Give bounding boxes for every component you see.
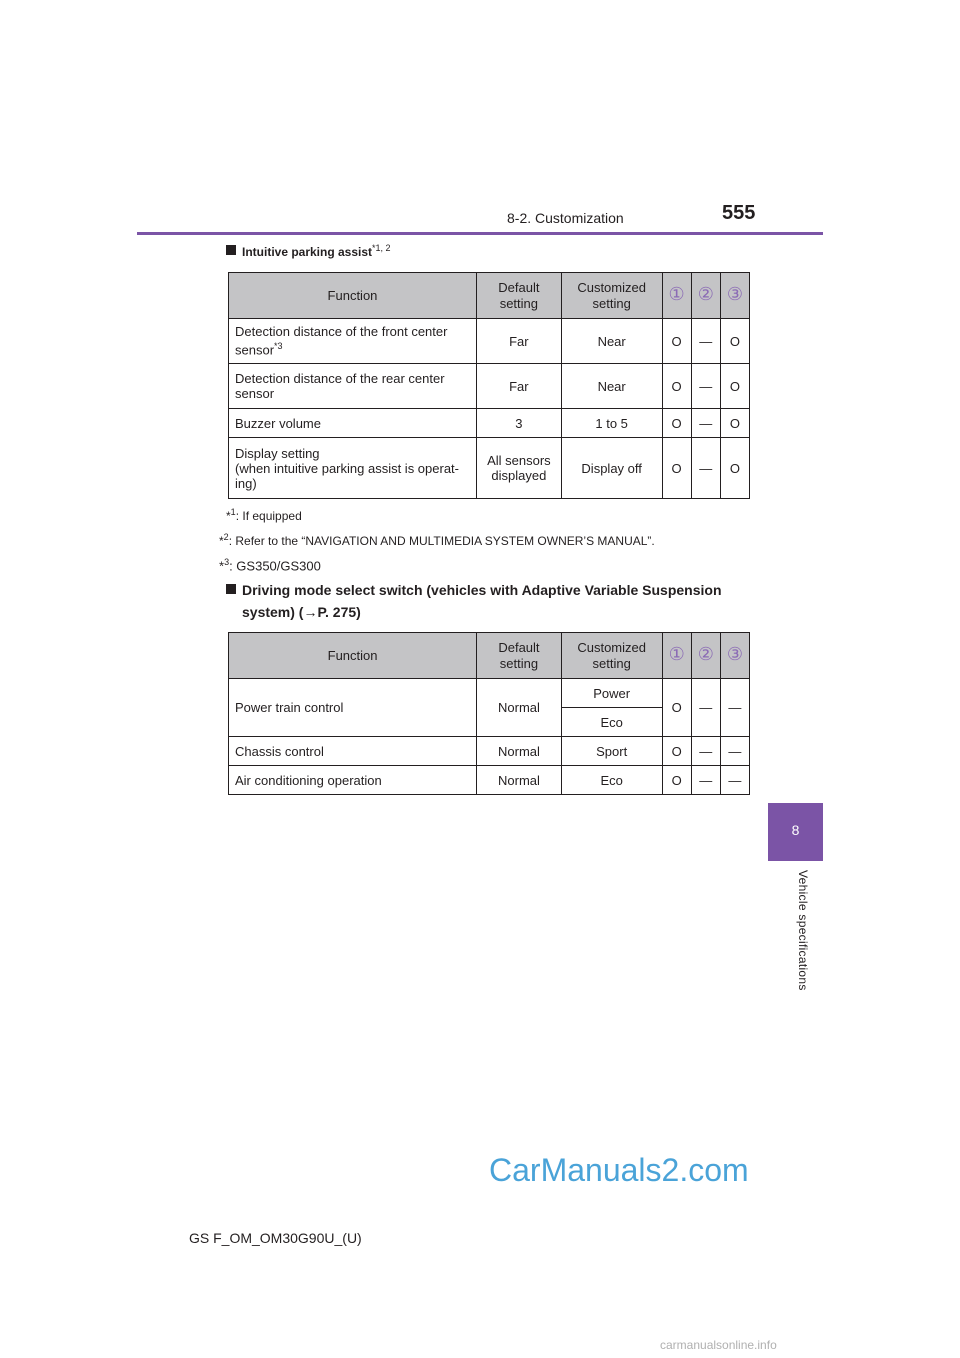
circled-3-icon: ③ xyxy=(726,644,743,665)
square-bullet-icon xyxy=(226,245,236,255)
table-row: Detection distance of the front center sensor$^{*3}$ Far Near O — O xyxy=(229,319,750,364)
circled-1-icon: ① xyxy=(668,644,685,665)
table-row: Eco xyxy=(229,708,750,737)
table-row: Detection distance of the rear center sensor Far Near O — O xyxy=(229,364,750,409)
footnote-2: *$^2$: Refer to the “NAVIGATION AND MULTIMEDIA SYSTEM OWNER’S MANUAL”. xyxy=(219,532,655,548)
col-1 xyxy=(662,633,691,679)
table-header-row xyxy=(229,273,750,319)
watermark-url: carmanualsonline.info xyxy=(660,1338,777,1352)
chapter-tab[interactable] xyxy=(768,803,823,861)
page-number: 555 xyxy=(722,202,756,224)
col-customized: Customized setting xyxy=(561,633,662,679)
col-default: Default setting xyxy=(477,633,562,679)
driving-mode-table xyxy=(228,632,750,795)
table-row: Buzzer volume 3 1 to 5 O — O xyxy=(229,409,750,438)
row-function: Display setting (when intuitive parking assist is operat-ing) xyxy=(229,438,477,499)
circled-1-icon: ① xyxy=(668,284,685,305)
circled-2-icon: ② xyxy=(697,644,714,665)
circled-3-icon: ③ xyxy=(726,284,743,305)
table-row: Chassis control Normal Sport O — — xyxy=(229,737,750,766)
col-2 xyxy=(691,273,720,319)
col-function: Function xyxy=(229,633,477,679)
section1-heading: Intuitive parking assist$^{*1, 2}$ xyxy=(226,243,391,259)
header-rule xyxy=(137,232,823,235)
circled-2-icon: ② xyxy=(697,284,714,305)
footnote-1: *$^1$: If equipped xyxy=(226,507,302,523)
table-row: Display setting (when intuitive parking assist is operat-ing) All sensors displayed Display off O — O xyxy=(229,438,750,499)
col-2 xyxy=(691,633,720,679)
chapter-label: Vehicle specifications xyxy=(796,870,810,991)
footnote-3: *$^3$: GS350/GS300 xyxy=(219,557,321,574)
watermark-logo[interactable]: CarManuals2.com xyxy=(489,1152,749,1188)
col-default: Default setting xyxy=(476,273,561,319)
col-function: Function xyxy=(229,273,477,319)
intuitive-parking-table xyxy=(228,272,750,499)
document-code: GS F_OM_OM30G90U_(U) xyxy=(189,1230,362,1246)
col-3 xyxy=(720,273,749,319)
table-row: Power train control Normal Power O — — xyxy=(229,679,750,708)
col-customized: Customized setting xyxy=(561,273,662,319)
row-function: Detection distance of the front center sensor$^{*3}$ xyxy=(229,319,477,364)
chapter-number: 8 xyxy=(791,822,800,838)
col-3 xyxy=(720,633,749,679)
section-title: 8-2. Customization xyxy=(507,210,624,226)
table-header-row xyxy=(229,633,750,679)
section2-heading: Driving mode select switch (vehicles with Adaptive Variable Suspension system) (→P. 275) xyxy=(226,579,756,623)
table-row: Air conditioning operation Normal Eco O — — xyxy=(229,766,750,795)
square-bullet-icon xyxy=(226,584,236,594)
col-1 xyxy=(662,273,691,319)
